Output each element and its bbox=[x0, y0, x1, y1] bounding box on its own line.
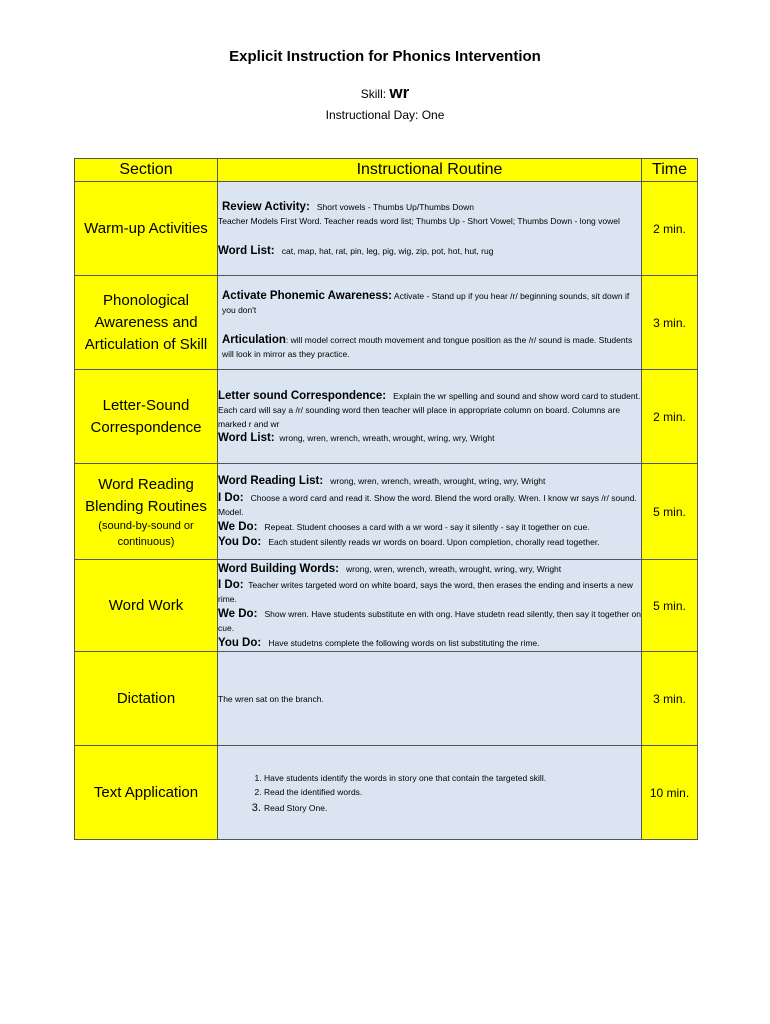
you-do-label: You Do: bbox=[218, 636, 262, 649]
word-reading-text: wrong, wren, wrench, wreath, wrought, wring, wry, Wright bbox=[330, 476, 546, 486]
routine-header: Instructional Routine bbox=[218, 159, 642, 182]
dictation-text: The wren sat on the branch. bbox=[218, 693, 324, 704]
table-row bbox=[75, 464, 698, 560]
you-do-text: Each student silently reads wr words on board. Upon completion, chorally read together. bbox=[268, 537, 600, 547]
i-do-label: I Do: bbox=[218, 578, 244, 591]
word-list-label: Word List: bbox=[218, 244, 275, 257]
i-do-text: Teacher writes targeted word on white board, says the word, then erases the ending and inserts a new rime. bbox=[218, 579, 633, 604]
section-cell: Warm-up Activities bbox=[75, 182, 218, 276]
day-value: One bbox=[421, 108, 445, 122]
we-do-text: Repeat. Student chooses a card with a wr word - say it silently - say it together on cue. bbox=[264, 522, 590, 532]
i-do-text: Choose a word card and read it. Show the word. Blend the word orally. Wren. I know wr says /r/ sound. Model. bbox=[218, 493, 637, 517]
routine-cell bbox=[218, 182, 642, 276]
skill-value: wr bbox=[389, 83, 410, 102]
time-cell: 2 min. bbox=[642, 370, 698, 464]
routine-cell bbox=[218, 370, 642, 464]
section-cell: Word Work bbox=[75, 560, 218, 652]
review-detail: Teacher Models First Word. Teacher reads word list; Thumbs Up - Short Vowel; Thumbs Down - long vowel bbox=[218, 215, 620, 226]
word-reading-label: Word Reading List: bbox=[218, 475, 324, 487]
time-header: Time bbox=[642, 159, 698, 182]
activate-label: Activate Phonemic Awareness: bbox=[222, 289, 393, 302]
we-do-label: We Do: bbox=[218, 607, 258, 620]
time-cell: 10 min. bbox=[642, 746, 698, 840]
we-do-label: We Do: bbox=[218, 521, 258, 533]
steps-list bbox=[218, 771, 641, 815]
letter-sound-label: Letter sound Correspondence: bbox=[218, 389, 387, 402]
routine-cell bbox=[218, 276, 642, 370]
day-label: Instructional Day: bbox=[325, 108, 419, 122]
you-do-text: Have studetns complete the following words on list substituting the rime. bbox=[268, 637, 540, 648]
table-row bbox=[75, 746, 698, 840]
skill-line bbox=[0, 83, 770, 103]
table-row bbox=[75, 560, 698, 652]
activate-text: Activate - Stand up if you hear /r/ beginning sounds, sit down if you don't bbox=[222, 290, 630, 315]
table-row bbox=[75, 276, 698, 370]
you-do-label: You Do: bbox=[218, 536, 262, 548]
skill-label: Skill: bbox=[360, 87, 387, 101]
routine-cell bbox=[218, 652, 642, 746]
routine-cell bbox=[218, 464, 642, 560]
section-note: (sound-by-sound or continuous) bbox=[98, 519, 194, 548]
section-header: Section bbox=[75, 159, 218, 182]
time-cell: 5 min. bbox=[642, 560, 698, 652]
section-cell bbox=[75, 464, 218, 560]
routine-cell bbox=[218, 560, 642, 652]
list-item: 1. Have students identify the words in story one that contain the targeted skill. bbox=[264, 771, 641, 785]
time-cell: 3 min. bbox=[642, 652, 698, 746]
we-do-text: Show wren. Have students substitute en with ong. Have studetn read silently, then say it together on cue. bbox=[218, 608, 641, 633]
time-cell: 5 min. bbox=[642, 464, 698, 560]
articulation-label: Articulation bbox=[222, 333, 286, 346]
table-row bbox=[75, 370, 698, 464]
routine-cell bbox=[218, 746, 642, 840]
table-row bbox=[75, 652, 698, 746]
table-header-row bbox=[75, 159, 698, 182]
word-building-label: Word Building Words: bbox=[218, 562, 339, 575]
time-cell: 2 min. bbox=[642, 182, 698, 276]
section-cell: Dictation bbox=[75, 652, 218, 746]
lesson-plan-table bbox=[74, 158, 698, 840]
table-row bbox=[75, 182, 698, 276]
section-cell: Letter-Sound Correspondence bbox=[75, 370, 218, 464]
word-list-text: cat, map, hat, rat, pin, leg, pig, wig, zip, pot, hot, hut, rug bbox=[281, 245, 494, 256]
i-do-label: I Do: bbox=[218, 492, 244, 504]
instructional-day-line bbox=[0, 108, 770, 122]
articulation-text: : will model correct mouth movement and tongue position as the /r/ sound is made. Students will look in mirror as they practice. bbox=[222, 334, 633, 359]
letter-sound-text: Explain the wr spelling and sound and show word card to student. Each card will say a /r/ sounding word then teacher will place in appropriate column on board. Columns are marked r and wr bbox=[218, 390, 641, 429]
review-label: Review Activity: bbox=[222, 200, 310, 213]
word-building-text: wrong, wren, wrench, wreath, wrought, wring, wry, Wright bbox=[346, 563, 562, 574]
section-cell: Phonological Awareness and Articulation of Skill bbox=[75, 276, 218, 370]
section-cell: Text Application bbox=[75, 746, 218, 840]
list-item: 2. Read the identified words. bbox=[264, 785, 641, 799]
list-item: 3. Read Story One. bbox=[264, 801, 641, 815]
word-list-label: Word List: bbox=[218, 431, 275, 444]
review-text: Short vowels - Thumbs Up/Thumbs Down bbox=[316, 201, 475, 212]
section-title: Word Reading Blending Routines bbox=[85, 475, 207, 515]
document-title: Explicit Instruction for Phonics Intervention bbox=[229, 48, 541, 65]
time-cell: 3 min. bbox=[642, 276, 698, 370]
word-list-text: wrong, wren, wrench, wreath, wrought, wring, wry, Wright bbox=[279, 432, 495, 443]
